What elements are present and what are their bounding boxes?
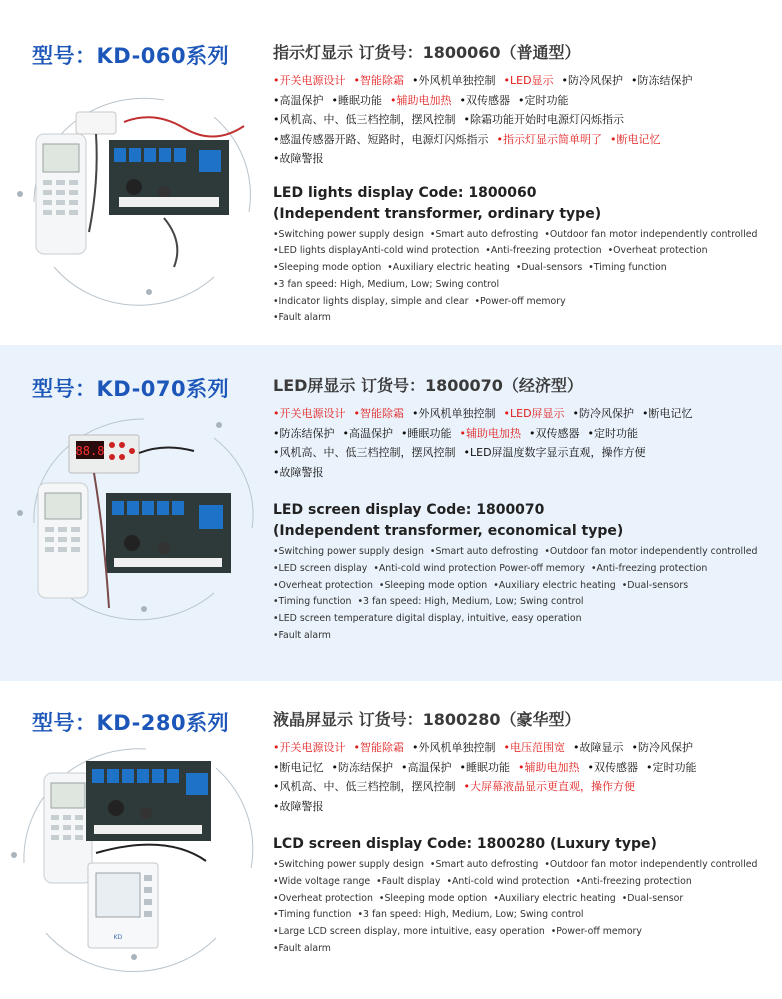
spec-block	[273, 373, 778, 645]
product-section-kd280	[0, 681, 782, 999]
en-feature: •Smart auto defrosting	[429, 546, 539, 557]
cn-feature-list	[273, 71, 778, 169]
en-feature-line	[273, 277, 778, 294]
cn-feature: •断电记忆	[642, 407, 693, 420]
cn-feature: •LED屏显示	[503, 407, 565, 420]
en-feature: •3 fan speed: High, Medium, Low; Swing control	[357, 596, 584, 608]
cn-feature: •故障警报	[273, 799, 324, 813]
product-image-kd280	[6, 743, 266, 973]
cn-feature-line	[273, 777, 778, 797]
en-feature: •Overheat protection	[273, 892, 373, 904]
cn-feature-line	[273, 130, 778, 150]
cn-feature: •智能除霜	[353, 741, 404, 754]
en-feature: •Anti-cold wind protection	[446, 875, 570, 887]
cn-feature: •电压范围宽	[503, 741, 565, 754]
en-heading-line: LED screen display Code: 1800070	[273, 502, 545, 518]
product-image-kd060	[14, 92, 264, 307]
product-section-kd060	[0, 0, 782, 345]
en-feature-line	[273, 924, 778, 941]
cn-feature: •外风机单独控制	[412, 407, 496, 420]
en-feature: •Indicator lights display, simple and clear	[273, 295, 469, 307]
cn-feature: •大屏幕液晶显示更直观，操作方便	[463, 780, 635, 793]
cn-feature: •防冻结保护	[273, 426, 335, 440]
en-feature-line	[273, 594, 778, 611]
en-feature: •Smart auto defrosting	[429, 859, 539, 870]
cn-feature-line	[273, 424, 778, 444]
en-feature: •Large LCD screen display, more intuitive, easy operation	[273, 926, 545, 938]
cn-feature-line	[273, 758, 778, 778]
cn-feature: •高温保护	[401, 760, 452, 774]
en-feature: •Anti-freezing protection	[575, 875, 692, 887]
cn-feature: •故障显示	[573, 741, 624, 754]
en-feature: •Auxiliary electric heating	[387, 262, 510, 274]
en-feature-line	[273, 874, 778, 891]
en-feature: •Dual-sensor	[621, 892, 684, 904]
en-feature: •Timing function	[273, 596, 352, 608]
en-feature: •Fault alarm	[273, 312, 331, 324]
cn-feature: •睡眠功能	[459, 760, 510, 774]
en-feature: •Overheat protection	[607, 245, 708, 257]
en-feature: •Anti-cold wind protection Power-off memory	[373, 562, 585, 574]
cn-feature: •定时功能	[587, 426, 638, 440]
cn-feature-line	[273, 149, 778, 169]
en-heading-line: LED lights display Code: 1800060	[273, 184, 537, 201]
cn-feature: •开关电源设计	[273, 74, 346, 87]
en-feature: •Dual-sensors	[621, 579, 689, 591]
en-feature: •Switching power supply design	[273, 546, 424, 557]
cn-feature: •辅助电加热	[459, 426, 521, 440]
model-title: 型号：KD-070系列	[32, 377, 230, 401]
en-feature-list	[273, 857, 778, 958]
cn-title: 液晶屏显示 订货号：1800280（豪华型）	[273, 710, 581, 729]
cn-feature: •故障警报	[273, 465, 324, 479]
cn-feature: •断电记忆	[610, 132, 661, 146]
cn-feature: •双传感器	[529, 426, 580, 440]
cn-title: 指示灯显示 订货号：1800060（普通型）	[273, 43, 581, 62]
cn-feature: •风机高、中、低三档控制，摆风控制	[273, 780, 456, 793]
en-feature-list	[273, 544, 778, 645]
cn-feature: •智能除霜	[353, 407, 404, 420]
cn-feature: •防冻结保护	[631, 74, 693, 87]
en-feature: •Auxiliary electric heating	[493, 579, 616, 591]
en-feature-line	[273, 294, 778, 311]
en-feature: •Sleeping mode option	[378, 579, 488, 591]
en-heading-line: (Independent transformer, ordinary type)	[273, 205, 602, 222]
en-feature: •Auxiliary electric heating	[493, 892, 616, 904]
en-feature: •Anti-freezing protection	[590, 562, 708, 574]
cn-feature: •双传感器	[587, 760, 638, 774]
en-feature: •Switching power supply design	[273, 859, 424, 870]
en-feature: •LED screen temperature digital display, intuitive, easy operation	[273, 613, 582, 625]
en-feature: •Outdoor fan motor independently controlled	[544, 859, 758, 870]
cn-feature: •高温保护	[273, 93, 324, 107]
en-feature: •3 fan speed: High, Medium, Low; Swing control	[273, 278, 500, 290]
product-image-kd070	[14, 413, 264, 623]
en-feature-line	[273, 243, 778, 260]
cn-title: LED屏显示 订货号：1800070（经济型）	[273, 376, 583, 395]
en-feature-line	[273, 544, 778, 561]
cn-feature: •指示灯显示简单明了	[496, 132, 602, 146]
cn-feature-list	[273, 404, 778, 482]
cn-feature: •睡眠功能	[331, 93, 382, 107]
cn-feature: •LED显示	[503, 74, 554, 87]
model-title: 型号：KD-280系列	[32, 711, 230, 735]
en-feature: •Smart auto defrosting	[429, 228, 539, 240]
en-feature: •Wide voltage range	[273, 875, 371, 887]
model-title: 型号：KD-060系列	[32, 44, 230, 68]
en-feature: •Fault alarm	[273, 629, 331, 641]
cn-feature: •防冷风保护	[572, 407, 635, 420]
en-feature-line	[273, 578, 778, 595]
cn-feature: •智能除霜	[353, 74, 404, 87]
en-heading	[273, 500, 778, 542]
led-digits: 88.8	[75, 444, 105, 458]
en-feature-line	[273, 611, 778, 628]
spec-block	[273, 40, 778, 327]
cn-feature: •开关电源设计	[273, 407, 346, 420]
cn-feature-line	[273, 91, 778, 111]
cn-feature: •风机高、中、低三档控制，摆风控制	[273, 113, 456, 126]
en-feature: •Fault alarm	[273, 942, 331, 954]
en-feature: •Dual-sensors	[515, 262, 583, 274]
en-feature-line	[273, 310, 778, 327]
lcd-brand-label: KD	[113, 934, 123, 941]
en-feature: •Timing function	[588, 262, 667, 274]
cn-feature-line	[273, 404, 778, 424]
cn-feature: •外风机单独控制	[412, 741, 496, 754]
en-feature: •Sleeping mode option	[378, 892, 488, 904]
en-feature: •Outdoor fan motor independently controlled	[544, 228, 758, 240]
cn-feature: •防冻结保护	[331, 760, 393, 774]
en-feature-line	[273, 891, 778, 908]
en-feature-line	[273, 227, 778, 244]
cn-feature: •防冷风保护	[631, 741, 693, 754]
cn-feature: •风机高、中、低三档控制，摆风控制	[273, 446, 456, 459]
en-heading-line: LCD screen display Code: 1800280 (Luxury type)	[273, 836, 657, 852]
en-feature: •Anti-freezing protection	[485, 245, 602, 257]
en-feature-line	[273, 941, 778, 958]
cn-feature: •故障警报	[273, 152, 324, 165]
cn-feature: •感温传感器开路、短路时，电源灯闪烁指示	[273, 132, 489, 146]
cn-feature: •开关电源设计	[273, 741, 346, 754]
en-feature-line	[273, 260, 778, 277]
en-feature: •Timing function	[273, 909, 352, 921]
cn-feature: •辅助电加热	[390, 93, 452, 107]
en-feature: •Power-off memory	[550, 926, 642, 938]
en-feature-line	[273, 857, 778, 874]
cn-feature-line	[273, 110, 778, 130]
cn-feature: •辅助电加热	[518, 760, 580, 774]
cn-feature: •断电记忆	[273, 760, 324, 774]
cn-feature: •除霜功能开始时电源灯闪烁指示	[463, 113, 624, 126]
en-feature: •LED lights displayAnti-cold wind protection	[273, 245, 480, 257]
en-feature-line	[273, 907, 778, 924]
spec-block	[273, 707, 778, 958]
en-feature: •Fault display	[376, 875, 441, 887]
cn-feature: •定时功能	[646, 760, 697, 774]
cn-feature-line	[273, 463, 778, 483]
en-feature-line	[273, 561, 778, 578]
cn-feature: •防冷风保护	[561, 74, 624, 87]
cn-feature-line	[273, 738, 778, 758]
cn-feature: •LED屏温度数字显示直观，操作方便	[463, 446, 646, 459]
cn-feature-line	[273, 443, 778, 463]
en-feature: •Power-off memory	[474, 295, 566, 307]
en-feature: •Outdoor fan motor independently controlled	[544, 546, 758, 557]
cn-feature-line	[273, 797, 778, 817]
en-feature: •Sleeping mode option	[273, 262, 382, 274]
cn-feature: •双传感器	[459, 93, 510, 107]
cn-feature: •高温保护	[342, 426, 393, 440]
cn-feature: •外风机单独控制	[412, 74, 496, 87]
product-section-kd070	[0, 345, 782, 681]
en-feature: •3 fan speed: High, Medium, Low; Swing control	[357, 909, 584, 921]
cn-feature-list	[273, 738, 778, 816]
en-heading	[273, 834, 778, 855]
cn-feature-line	[273, 71, 778, 91]
cn-feature: •定时功能	[518, 93, 569, 107]
en-feature-list	[273, 227, 778, 328]
en-feature: •LED screen display	[273, 562, 368, 574]
en-heading-line: (Independent transformer, economical type)	[273, 523, 624, 539]
en-heading	[273, 183, 778, 225]
en-feature: •Switching power supply design	[273, 228, 424, 240]
en-feature-line	[273, 628, 778, 645]
en-feature: •Overheat protection	[273, 579, 373, 591]
cn-feature: •睡眠功能	[401, 426, 452, 440]
